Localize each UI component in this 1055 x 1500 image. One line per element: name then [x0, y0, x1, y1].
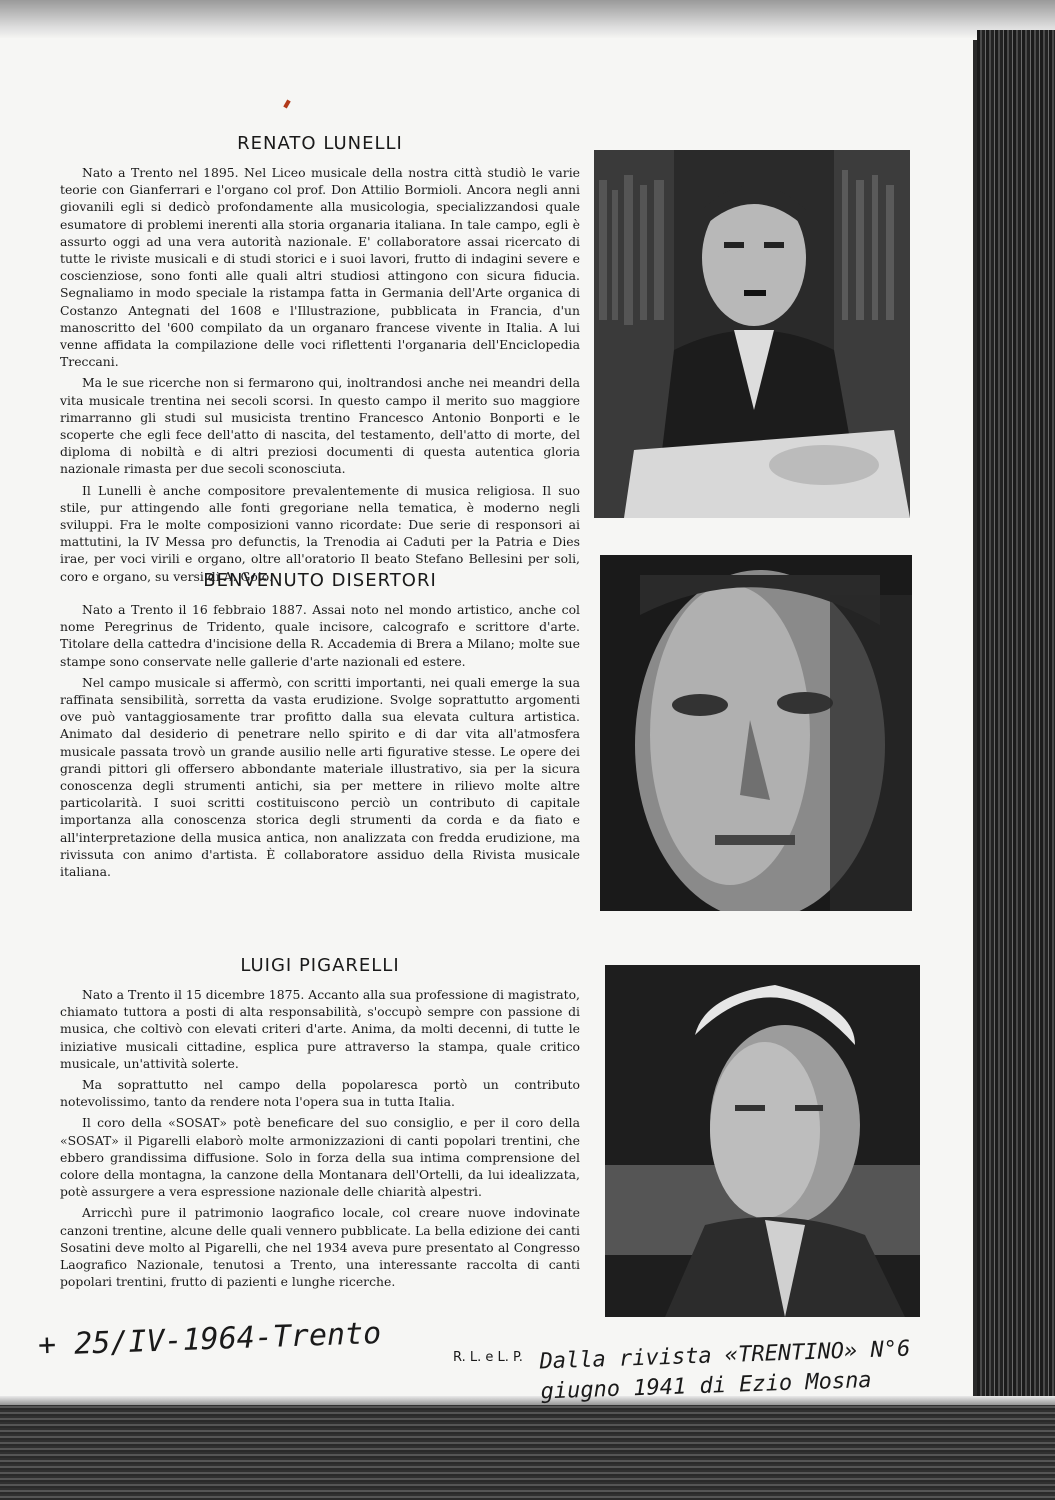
- portrait-disertori: [600, 555, 912, 911]
- bio-section-disertori: [60, 570, 580, 884]
- bio-paragraph: Arricchì pure il patrimonio laografico locale, col creare nuove indovinate canzoni trentine, alcune delle quali vennero pubblicate. La bella edizione dei canti Sosatini deve molto al Pigarelli, che nel 1934 aveva pure presentato al Congresso Laografico Nazionale, tenutosi a Trento, una interessante raccolta di canti popolari trentini, frutto di pazienti e lunghe ricerche.: [60, 1205, 580, 1290]
- portrait-pigarelli: [605, 965, 920, 1317]
- bio-paragraph: Nel campo musicale si affermò, con scritti importanti, nei quali emerge la sua raffinata sensibilità, sorretta da vasta erudizione. Svolge soprattutto argomenti ove può vantaggiosamente trar profitto dalla sua elevata cultura artistica. Animato dal desiderio di penetrare nello spirito e di dar vita all'atmosfera musicale passata trovò un grande ausilio nelle arti figurative stesse. Le opere dei grandi pittori gli offersero abbondante materiale illustrativo, sia per la sicura conoscenza degli strumenti antichi, sia per mettere in rilievo molte altre particolarità. I suoi scritti costituiscono perciò un contributo di capitale importanza alla conoscenza storica degli strumenti da corda e da fiato e all'interpretazione della musica antica, non analizzata con fredda erudizione, ma rivissuta con animo d'artista. È collaboratore assiduo della Rivista musicale italiana.: [60, 674, 580, 880]
- handwritten-line: giugno 1941 di Ezio Mosna: [540, 1367, 873, 1405]
- bio-paragraph: Il coro della «SOSAT» potè beneficare del suo consiglio, e per il coro della «SOSAT» il Pigarelli elaborò molte armonizzazioni di canti popolari trentini, che ebbero grandissima diffusione. Solo in forza della sua intima comprensione del colore della montagna, la canzone della Montanara dell'Ortelli, da lui idealizzata, potè assurgere a vera espressione nazionale delle chiarità alpestri.: [60, 1115, 580, 1200]
- portrait-lunelli: [594, 150, 910, 518]
- bio-title: LUIGI PIGARELLI: [240, 955, 400, 976]
- handwritten-line: Dalla rivista «TRENTINO» N°6: [539, 1336, 911, 1375]
- bio-paragraph: Ma soprattutto nel campo della popolaresca portò un contributo notevolissimo, tanto da rendere nota l'opera sua in tutta Italia.: [60, 1077, 580, 1110]
- bio-paragraph: Nato a Trento il 15 dicembre 1875. Accanto alla sua professione di magistrato, chiamato tuttora a posti di alta responsabilità, s'occupò sempre con passione di musica, che coltivò con elevati criteri d'arte. Anima, da molti decenni, di tutte le iniziative musicali cittadine, esplica pure attraverso la stampa, quale critico musicale, un'attività solerte.: [60, 987, 580, 1071]
- bio-section-pigarelli: [60, 955, 580, 1294]
- scan-bottom-edge: [0, 1405, 1055, 1500]
- handwritten-date-note: + 25/IV-1964-Trento: [37, 1316, 382, 1363]
- bio-paragraph: Nato a Trento nel 1895. Nel Liceo musicale della nostra città studiò le varie teorie con Gianferrari e l'organo col prof. Don Attilio Bormioli. Ancora negli anni giovanili egli si dedicò profondamente alla musicologia, specializzandosi quale esumatore di problemi inerenti alla storia organaria italiana. In tale campo, egli è assurto oggi ad una vera autorità nazionale. E' collaboratore assai ricercato di tutte le riviste musicali e di studi storici e i suoi lavori, frutto di indagini severe e coscienziose, sono fonti alle quali altri studiosi attingono con sicura fiducia. Segnaliamo in modo speciale la ristampa fatta in Germania dell'Arte organica di Costanzo Antegnati del 1608 e l'Illustrazione, pubblicata in Francia, d'un manoscritto del '600 compilato da un organaro francese vivente in Italia. A lui venne affidata la compilazione delle voci riflettenti l'organaria dell'Enciclopedia Treccani.: [60, 165, 580, 370]
- bio-title: RENATO LUNELLI: [237, 133, 403, 154]
- bio-paragraph: Il Lunelli è anche compositore prevalentemente di musica religiosa. Il suo stile, pur attingendo alle fonti gregoriane nella tematica, è moderno negli sviluppi. Fra le molte composizioni vanno ricordate: Due serie di responsori ai mattutini, la IV Messa pro defunctis, la Trenodia ai Caduti per la Patria e Dies irae, per voci virili e organo, oltre all'oratorio Il beato Stefano Bellesini per soli, coro e organo, su versi di A. Goio.: [60, 482, 580, 584]
- bio-paragraph: Nato a Trento il 16 febbraio 1887. Assai noto nel mondo artistico, anche col nome Peregrinus de Tridento, quale incisore, calcografo e scrittore d'arte. Titolare della cattedra d'incisione della R. Accademia di Brera a Milano; molte sue stampe sono conservate nelle gallerie d'arte nazionali ed estere.: [60, 602, 580, 669]
- bio-section-lunelli: [60, 133, 580, 589]
- scan-top-edge: [0, 0, 1055, 38]
- bio-title: BENVENUTO DISERTORI: [203, 570, 437, 591]
- bio-paragraph: Ma le sue ricerche non si fermarono qui, inoltrandosi anche nei meandri della vita musicale trentina nei secoli scorsi. In questo campo il merito suo maggiore rimarranno gli studi sul musicista trentino Francesco Antonio Bonporti e le scoperte che egli fece dell'atto di nascita, del testamento, dell'atto di morte, del diploma di nobiltà e di altri preziosi documenti di questa autentica gloria nazionale rimasta per due secoli sconosciuta.: [60, 375, 580, 477]
- author-initials: R. L. e L. P.: [453, 1350, 523, 1365]
- book-binding: [977, 30, 1055, 1430]
